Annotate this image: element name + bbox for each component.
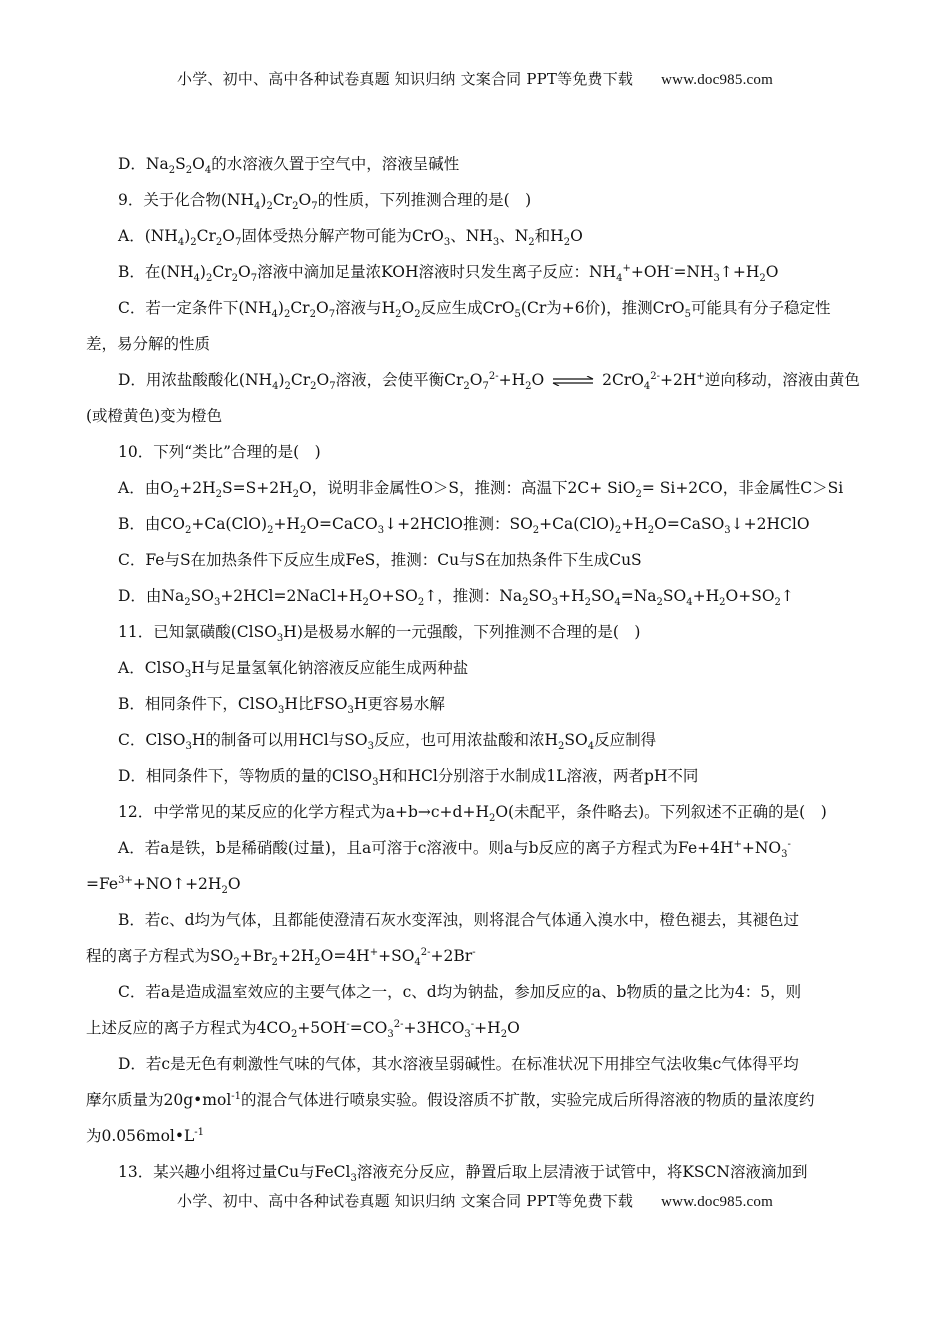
document-body xyxy=(86,146,866,1190)
text-line: D．若c是无色有刺激性气味的气体，其水溶液呈弱碱性。在标准状况下用排空气法收集c气体得平均 xyxy=(118,1055,799,1073)
reversible-arrow-icon xyxy=(551,376,595,386)
text-line: B．若c、d均为气体，且都能使澄清石灰水变浑浊，则将混合气体通入溴水中，橙色褪去，其褪色过 xyxy=(118,911,799,929)
text-line: B．在$(NH_4)_2Cr_2O_7$溶液中滴加足量浓KOH溶液时只发生离子反应：$NH_4^++OH^-=NH_3↑+H_2O$ xyxy=(118,262,779,285)
footer-text: 小学、初中、高中各种试卷真题 知识归纳 文案合同 PPT等免费下载 xyxy=(177,1192,634,1210)
text-line: C．若a是造成温室效应的主要气体之一，c、d均为钠盐，参加反应的a、b物质的量之比为4：5，则 xyxy=(118,983,802,1001)
footer-url[interactable]: www.doc985.com xyxy=(661,1194,773,1210)
text-line: B．相同条件下，ClSO$_3$H比$FSO_3H$更容易水解 xyxy=(118,695,445,717)
text-line: 上述反应的离子方程式为$4CO_2+5OH^-=CO_3^{2-}+3HCO_3^-+H_2O$ xyxy=(86,1018,520,1041)
text-line: D．相同条件下，等物质的量的ClSO$_3$H和HCl分别溶于水制成1L溶液，两者pH不同 xyxy=(118,767,699,789)
text-line: D．由$Na_2SO_3+2HCl=2NaCl+H_2O+SO_2↑$，推测：$Na_2SO_3+H_2SO_4=Na_2SO_4+H_2O+SO_2↑$ xyxy=(118,587,794,609)
text-line: 为$0.056mol•L^{-1}$ xyxy=(86,1126,205,1145)
text-line: C．ClSO$_3$H的制备可以用HCl与$SO_3$反应，也可用浓盐酸和浓$H_2SO_4$反应制得 xyxy=(118,731,657,753)
text-line: B．由$CO_2+Ca(ClO)_2+H_2O=CaCO_3↓+2HClO$推测：$SO_2+Ca(ClO)_2+H_2O=CaSO_3↓+2HClO$ xyxy=(118,515,810,537)
text-line: D．用浓盐酸酸化$(NH_4)_2Cr_2O_7$溶液，会使平衡$Cr_2O_7^{2-}+H_2O$ 2CrO$_4^{2-}$+2H+逆向移动，溶液由黄色 xyxy=(118,370,860,393)
header-text: 小学、初中、高中各种试卷真题 知识归纳 文案合同 PPT等免费下载 xyxy=(177,70,634,88)
text-line: 摩尔质量为20g•mol$^{-1}$的混合气体进行喷泉实验。假设溶质不扩散，实验完成后所得溶液的物质的量浓度约 xyxy=(86,1090,815,1109)
text-line: (或橙黄色)变为橙色 xyxy=(86,407,223,425)
header-url[interactable]: www.doc985.com xyxy=(661,72,773,88)
text-line: A．若a是铁，b是稀硝酸(过量)，且a可溶于c溶液中。则a与b反应的离子方程式为$Fe+4H^++NO_3^-$ xyxy=(118,838,791,861)
text-line: C．若一定条件下$(NH_4)_2Cr_2O_7$溶液与$H_2O_2$反应生成CrO$_5$(Cr为+6价)，推测CrO$_5$可能具有分子稳定性 xyxy=(118,299,831,321)
text-line: A．$(NH_4)_2Cr_2O_7$固体受热分解产物可能为CrO$_3$、$NH_3$、$N_2$和$H_2O$ xyxy=(118,227,583,249)
text-line: A．ClSO$_3$H与足量氢氧化钠溶液反应能生成两种盐 xyxy=(118,659,469,681)
page-header xyxy=(0,68,950,89)
text-line: C．Fe与S在加热条件下反应生成FeS，推测：Cu与S在加热条件下生成CuS xyxy=(118,551,642,569)
text-line: 12．中学常见的某反应的化学方程式为$a+b\to c+d+H_2O$(未配平，条件略去)。下列叙述不正确的是( ) xyxy=(118,803,827,825)
text-line: 10．下列“类比”合理的是( ) xyxy=(118,443,321,461)
text-line: 11．已知氯磺酸(ClSO$_3$H)是极易水解的一元强酸，下列推测不合理的是( ) xyxy=(118,623,641,645)
text-line: A．由$O_2+2H_2S=S+2H_2O$，说明非金属性O＞S，推测：高温下2C+ SiO$_2$= Si+2CO，非金属性C＞Si xyxy=(118,479,844,501)
text-line: 13．某兴趣小组将过量Cu与FeCl$_3$溶液充分反应，静置后取上层清液于试管中，将KSCN溶液滴加到 xyxy=(118,1163,808,1185)
page-footer xyxy=(0,1190,950,1211)
text-line: 9．关于化合物$(NH_4)_2Cr_2O_7$的性质，下列推测合理的是( ) xyxy=(118,191,532,213)
text-line: 差，易分解的性质 xyxy=(86,335,211,353)
text-line: 程的离子方程式为$SO_2+Br_2+2H_2O=4H^++SO_4^{2-}+2Br^-$ xyxy=(86,946,476,969)
text-line: D．$Na_2S_2O_4$的水溶液久置于空气中，溶液呈碱性 xyxy=(118,155,460,177)
text-line: $=Fe^{3+}+NO↑+2H_2O$ xyxy=(86,874,241,897)
